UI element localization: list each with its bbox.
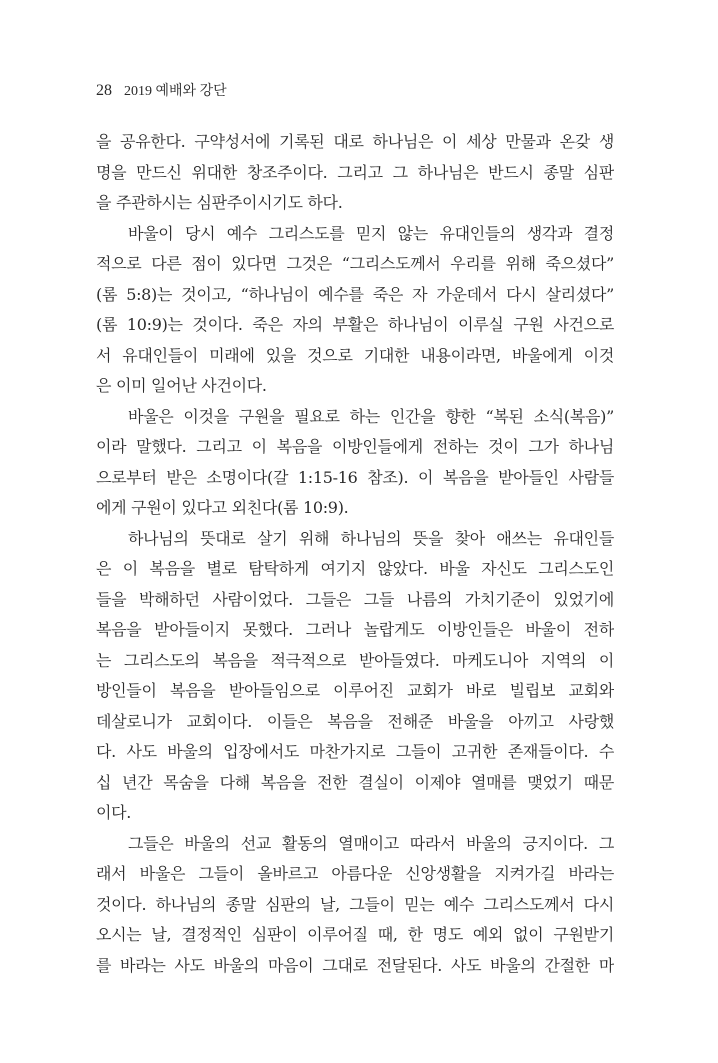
text-line: 그들은 바울의 선교 활동의 열매이고 따라서 바울의 긍지이다. 그 [128, 833, 614, 853]
text-line: 들을 박해하던 사람이었다. 그들은 그들 나름의 가치기준이 있었기에 [96, 589, 614, 609]
body-text [96, 127, 614, 981]
text-line: 은 이미 일어난 사건이다. [96, 376, 267, 395]
text-line: 복음을 받아들이지 못했다. 그러나 놀랍게도 이방인들은 바울이 전하 [96, 620, 614, 639]
text-line: 바울이 당시 예수 그리스도를 믿지 않는 유대인들의 생각과 결정 [128, 223, 614, 243]
text-line: 오시는 날, 결정적인 심판이 이루어질 때, 한 명도 예외 없이 구원받기 [96, 925, 614, 944]
page-number: 28 [96, 82, 112, 99]
text-line: 이라 말했다. 그리고 이 복음을 이방인들에게 전하는 것이 그가 하나님 [96, 437, 614, 456]
text-line: 는 그리스도의 복음을 적극적으로 받아들였다. 마케도니아 지역의 이 [96, 650, 614, 670]
text-line: 에게 구원이 있다고 외친다(롬 10:9). [96, 498, 349, 517]
text-line: 하나님의 뜻대로 살기 위해 하나님의 뜻을 찾아 애쓰는 유대인들 [128, 528, 614, 548]
text-line: 적으로 다른 점이 있다면 그것은 “그리스도께서 우리를 위해 죽으셨다” [96, 254, 614, 273]
text-line: 데살로니가 교회이다. 이들은 복음을 전해준 바울을 아끼고 사랑했 [96, 711, 614, 731]
text-line: 를 바라는 사도 바울의 마음이 그대로 전달된다. 사도 바울의 간절한 마 [96, 955, 614, 975]
text-line: 바울은 이것을 구원을 필요로 하는 인간을 향한 “복된 소식(복음)” [128, 406, 614, 426]
text-line: 래서 바울은 그들이 올바르고 아름다운 신앙생활을 지켜가길 바라는 [96, 864, 614, 883]
text-line: (롬 5:8)는 것이고, “하나님이 예수를 죽은 자 가운데서 다시 살리셨다” [96, 284, 614, 304]
text-line: 방인들이 복음을 받아들임으로 이루어진 교회가 바로 빌립보 교회와 [96, 681, 614, 700]
text-line: 명을 만드신 위대한 창조주이다. 그리고 그 하나님은 반드시 종말 심판 [96, 162, 614, 182]
text-line: (롬 10:9)는 것이다. 죽은 자의 부활은 하나님이 이루실 구원 사건으로 [96, 315, 614, 334]
text-line: 이다. [96, 803, 132, 822]
text-line: 을 주관하시는 심판주이시기도 하다. [96, 193, 343, 212]
text-line: 은 이 복음을 별로 탐탁하게 여기지 않았다. 바울 자신도 그리스도인 [96, 559, 614, 578]
text-line: 으로부터 받은 소명이다(갈 1:15-16 참조). 이 복음을 받아들인 사람들 [96, 467, 614, 487]
text-line: 다. 사도 바울의 입장에서도 마찬가지로 그들이 고귀한 존재들이다. 수 [96, 742, 614, 761]
text-line: 을 공유한다. 구약성서에 기록된 대로 하나님은 이 세상 만물과 온갖 생 [96, 132, 614, 151]
page-header [96, 80, 227, 104]
text-line: 것이다. 하나님의 종말 심판의 날, 그들이 믿는 예수 그리스도께서 다시 [96, 894, 614, 914]
text-line: 십 년간 목숨을 다해 복음을 전한 결실이 이제야 열매를 맺었기 때문 [96, 772, 614, 792]
running-title: 2019 예배와 강단 [124, 84, 227, 99]
text-line: 서 유대인들이 미래에 있을 것으로 기대한 내용이라면, 바울에게 이것 [96, 345, 614, 365]
